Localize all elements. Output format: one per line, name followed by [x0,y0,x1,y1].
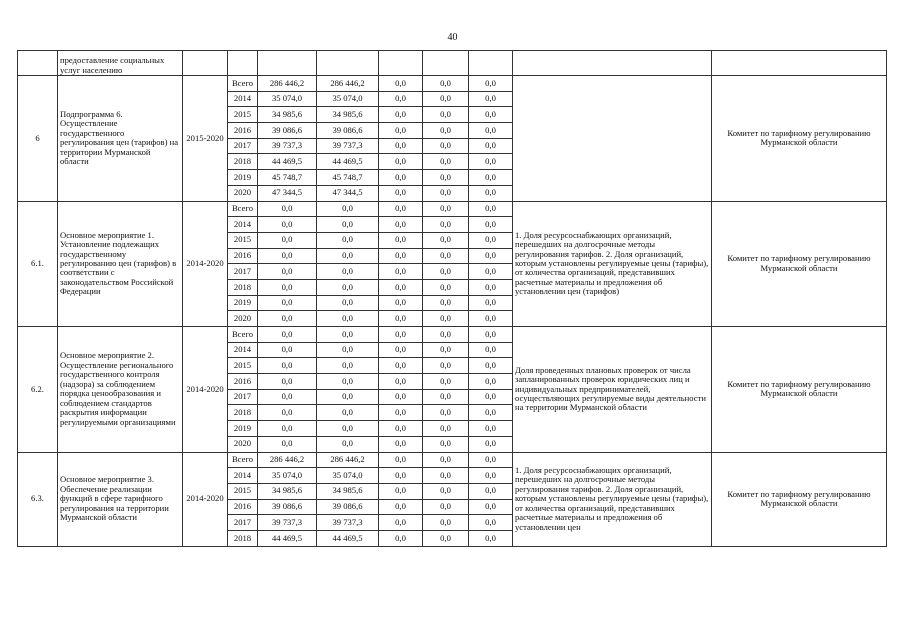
year-cell: 2020 [228,311,258,327]
value-cell: 0,0 [423,76,469,92]
value-cell: 0,0 [317,405,379,421]
value-cell: 0,0 [317,436,379,452]
value-cell: 0,0 [423,499,469,515]
year-cell: 2019 [228,170,258,186]
value-cell: 39 086,6 [258,499,317,515]
item-number: 6 [18,76,58,202]
value-cell: 0,0 [258,374,317,390]
value-cell: 0,0 [469,358,513,374]
value-cell: 0,0 [423,358,469,374]
value-cell: 0,0 [423,530,469,546]
indicators-cell: Доля проведенных плановых проверок от числа запланированных проверок юридических лиц и индивидуальных предпринимателей, осуществляющих регулируемые виды деятельности на территории Мурманской области [513,327,712,453]
value-cell: 0,0 [423,311,469,327]
year-cell: 2015 [228,107,258,123]
value-cell: 0,0 [379,217,423,233]
value-cell: 0,0 [258,295,317,311]
value-cell: 0,0 [469,76,513,92]
value-cell: 0,0 [379,389,423,405]
value-cell: 39 086,6 [317,123,379,139]
value-cell: 0,0 [258,342,317,358]
program-table [17,50,887,547]
value-cell: 35 074,0 [317,468,379,484]
value-cell: 35 074,0 [258,91,317,107]
value-cell: 34 985,6 [258,107,317,123]
value-cell: 0,0 [379,154,423,170]
value-cell: 0,0 [379,483,423,499]
item-period: 2015-2020 [183,76,228,202]
year-cell: 2014 [228,217,258,233]
item-period: 2014-2020 [183,201,228,327]
value-cell: 44 469,5 [317,530,379,546]
value-cell: 0,0 [379,232,423,248]
value-cell: 0,0 [317,201,379,217]
value-cell: 0,0 [258,232,317,248]
value-cell: 0,0 [423,185,469,201]
value-cell: 44 469,5 [317,154,379,170]
value-cell: 45 748,7 [258,170,317,186]
table-row-continuation [18,51,887,76]
value-cell: 34 985,6 [317,483,379,499]
value-cell: 0,0 [423,295,469,311]
item-name: Основное мероприятие 2. Осуществление регионального государственного контроля (надзора) за соблюдением порядка ценообразования и соблюдением стандартов раскрытия информации регулируемыми организациями [58,327,183,453]
year-cell: 2017 [228,138,258,154]
year-cell: Всего [228,327,258,343]
value-cell: 0,0 [258,264,317,280]
value-cell: 0,0 [317,311,379,327]
value-cell: 0,0 [258,279,317,295]
value-cell: 286 446,2 [317,76,379,92]
value-cell: 0,0 [379,295,423,311]
value-cell: 0,0 [379,185,423,201]
value-cell: 0,0 [317,248,379,264]
value-cell: 0,0 [469,201,513,217]
year-cell: 2015 [228,483,258,499]
value-cell: 0,0 [317,374,379,390]
value-cell: 44 469,5 [258,530,317,546]
year-cell: 2014 [228,468,258,484]
item-name: Подпрограмма 6. Осуществление государственного регулирования цен (тарифов) на территории Мурманской области [58,76,183,202]
value-cell: 0,0 [258,421,317,437]
value-cell: 0,0 [379,468,423,484]
item-number: 6.2. [18,327,58,453]
continuation-name: предоставление социальных услуг населению [58,51,183,76]
value-cell: 0,0 [317,232,379,248]
table-row [18,327,887,343]
year-cell: 2014 [228,342,258,358]
value-cell: 0,0 [379,91,423,107]
page-number: 40 [447,32,458,43]
value-cell: 0,0 [469,232,513,248]
value-cell: 0,0 [423,342,469,358]
value-cell: 0,0 [423,107,469,123]
value-cell: 0,0 [469,123,513,139]
value-cell: 0,0 [469,515,513,531]
year-cell: 2019 [228,421,258,437]
value-cell: 0,0 [423,515,469,531]
value-cell: 0,0 [469,311,513,327]
value-cell: 0,0 [379,138,423,154]
year-cell: 2015 [228,358,258,374]
value-cell: 0,0 [379,279,423,295]
executor-cell: Комитет по тарифному регулированию Мурманской области [712,327,887,453]
item-name: Основное мероприятие 3. Обеспечение реализации функций в сфере тарифного регулирования на территории Мурманской области [58,452,183,546]
value-cell: 0,0 [469,468,513,484]
value-cell: 0,0 [258,201,317,217]
value-cell: 0,0 [258,358,317,374]
year-cell: 2016 [228,374,258,390]
year-cell: 2020 [228,185,258,201]
value-cell: 35 074,0 [258,468,317,484]
item-period: 2014-2020 [183,327,228,453]
value-cell: 0,0 [423,452,469,468]
value-cell: 0,0 [423,248,469,264]
value-cell: 0,0 [423,468,469,484]
value-cell: 0,0 [379,327,423,343]
value-cell: 0,0 [317,264,379,280]
item-number: 6.1. [18,201,58,327]
value-cell: 0,0 [469,405,513,421]
value-cell: 0,0 [317,342,379,358]
value-cell: 0,0 [423,91,469,107]
year-cell: 2018 [228,405,258,421]
value-cell: 0,0 [469,154,513,170]
item-number: 6.3. [18,452,58,546]
value-cell: 39 086,6 [258,123,317,139]
value-cell: 34 985,6 [258,483,317,499]
table-row [18,452,887,468]
value-cell: 0,0 [469,170,513,186]
value-cell: 0,0 [469,436,513,452]
item-name: Основное мероприятие 1. Установление подлежащих государственному регулированию цен (тарифов) в соответствии с законодательством Российской Федерации [58,201,183,327]
value-cell: 0,0 [379,374,423,390]
value-cell: 0,0 [379,436,423,452]
table-row [18,201,887,217]
value-cell: 0,0 [423,123,469,139]
value-cell: 0,0 [379,248,423,264]
year-cell: 2018 [228,530,258,546]
indicators-cell: 1. Доля ресурсоснабжающих организаций, перешедших на долгосрочные методы регулирования тарифов. 2. Доля организаций, которым установлены регулируемые цены (тарифы), от количества организаций, представивших расчетные материалы и предложения об установлении цен [513,452,712,546]
value-cell: 0,0 [258,311,317,327]
year-cell: 2018 [228,279,258,295]
value-cell: 0,0 [469,452,513,468]
value-cell: 0,0 [379,342,423,358]
value-cell: 0,0 [317,389,379,405]
value-cell: 0,0 [317,421,379,437]
value-cell: 286 446,2 [258,452,317,468]
value-cell: 0,0 [317,358,379,374]
year-cell: 2016 [228,499,258,515]
value-cell: 0,0 [379,170,423,186]
value-cell: 0,0 [423,232,469,248]
value-cell: 0,0 [379,405,423,421]
value-cell: 0,0 [469,342,513,358]
value-cell: 0,0 [469,91,513,107]
executor-cell: Комитет по тарифному регулированию Мурманской области [712,76,887,202]
value-cell: 0,0 [379,107,423,123]
value-cell: 35 074,0 [317,91,379,107]
value-cell: 0,0 [317,279,379,295]
year-cell: Всего [228,452,258,468]
year-cell: 2017 [228,389,258,405]
value-cell: 0,0 [379,421,423,437]
value-cell: 45 748,7 [317,170,379,186]
value-cell: 39 737,3 [317,515,379,531]
value-cell: 0,0 [423,374,469,390]
value-cell: 0,0 [258,248,317,264]
value-cell: 0,0 [469,138,513,154]
value-cell: 0,0 [258,389,317,405]
year-cell: Всего [228,201,258,217]
value-cell: 0,0 [379,264,423,280]
value-cell: 0,0 [469,279,513,295]
value-cell: 0,0 [379,515,423,531]
value-cell: 0,0 [469,327,513,343]
value-cell: 0,0 [379,530,423,546]
executor-cell: Комитет по тарифному регулированию Мурманской области [712,201,887,327]
value-cell: 0,0 [423,217,469,233]
value-cell: 39 737,3 [317,138,379,154]
value-cell: 0,0 [379,311,423,327]
value-cell: 0,0 [317,217,379,233]
value-cell: 0,0 [379,499,423,515]
year-cell: 2014 [228,91,258,107]
value-cell: 0,0 [379,452,423,468]
year-cell: 2020 [228,436,258,452]
value-cell: 0,0 [379,76,423,92]
year-cell: 2017 [228,264,258,280]
value-cell: 286 446,2 [258,76,317,92]
value-cell: 0,0 [423,405,469,421]
value-cell: 0,0 [423,201,469,217]
item-period: 2014-2020 [183,452,228,546]
year-cell: 2016 [228,123,258,139]
value-cell: 286 446,2 [317,452,379,468]
year-cell: Всего [228,76,258,92]
value-cell: 0,0 [469,499,513,515]
value-cell: 39 086,6 [317,499,379,515]
value-cell: 0,0 [469,530,513,546]
value-cell: 0,0 [423,279,469,295]
value-cell: 0,0 [469,217,513,233]
value-cell: 39 737,3 [258,138,317,154]
year-cell: 2015 [228,232,258,248]
value-cell: 0,0 [469,248,513,264]
year-cell: 2019 [228,295,258,311]
value-cell: 47 344,5 [317,185,379,201]
value-cell: 0,0 [423,170,469,186]
executor-cell: Комитет по тарифному регулированию Мурманской области [712,452,887,546]
value-cell: 0,0 [469,264,513,280]
value-cell: 0,0 [423,421,469,437]
value-cell: 0,0 [423,389,469,405]
indicators-cell [513,76,712,202]
value-cell: 0,0 [469,421,513,437]
value-cell: 0,0 [469,295,513,311]
value-cell: 47 344,5 [258,185,317,201]
value-cell: 39 737,3 [258,515,317,531]
indicators-cell: 1. Доля ресурсоснабжающих организаций, перешедших на долгосрочные методы регулирования тарифов. 2. Доля организаций, которым установлены регулируемые цены (тарифы), от количества организаций, представивших расчетные материалы и предложения об установлении цен (тарифов) [513,201,712,327]
value-cell: 0,0 [423,154,469,170]
value-cell: 0,0 [469,483,513,499]
value-cell: 44 469,5 [258,154,317,170]
value-cell: 0,0 [258,436,317,452]
value-cell: 0,0 [379,358,423,374]
value-cell: 0,0 [258,327,317,343]
value-cell: 0,0 [469,374,513,390]
value-cell: 0,0 [379,123,423,139]
value-cell: 0,0 [469,185,513,201]
value-cell: 0,0 [258,405,317,421]
value-cell: 0,0 [379,201,423,217]
value-cell: 0,0 [469,107,513,123]
table-row [18,76,887,92]
value-cell: 0,0 [317,327,379,343]
value-cell: 0,0 [258,217,317,233]
value-cell: 0,0 [423,483,469,499]
value-cell: 0,0 [423,264,469,280]
value-cell: 0,0 [469,389,513,405]
year-cell: 2016 [228,248,258,264]
value-cell: 0,0 [423,327,469,343]
value-cell: 0,0 [423,138,469,154]
year-cell: 2018 [228,154,258,170]
value-cell: 0,0 [423,436,469,452]
year-cell: 2017 [228,515,258,531]
value-cell: 0,0 [317,295,379,311]
value-cell: 34 985,6 [317,107,379,123]
